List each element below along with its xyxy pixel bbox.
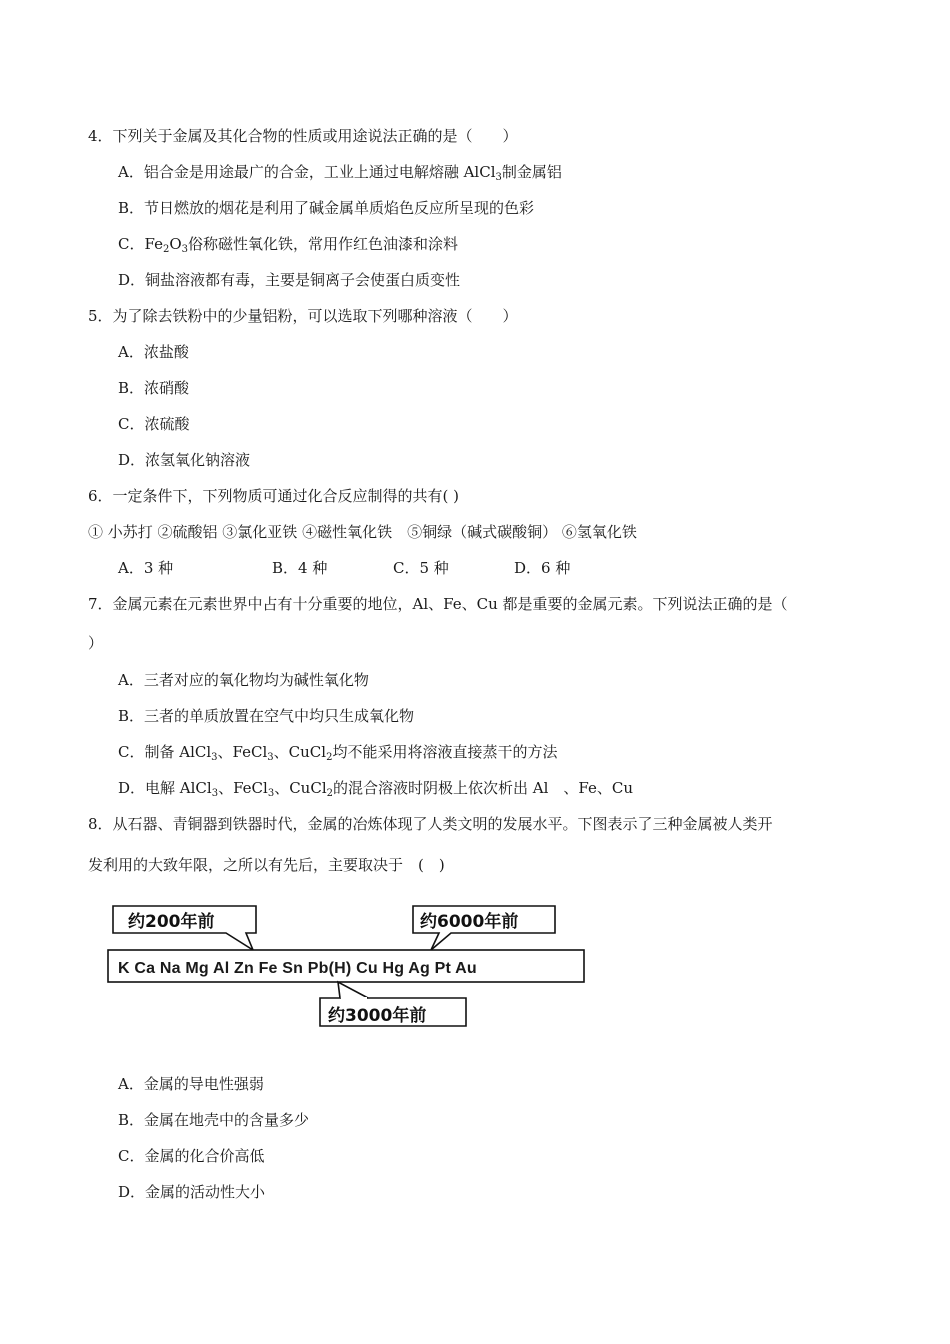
question-5-option-d[interactable]: D．浓氢氧化钠溶液 (118, 451, 251, 469)
question-7-stem-line1: 7．金属元素在元素世界中占有十分重要的地位，Al、Fe、Cu 都是重要的金属元素。下列说法正确的是（ (88, 595, 788, 613)
subscript: 3 (267, 788, 275, 799)
subscript: 3 (267, 752, 274, 763)
question-8-option-c[interactable]: C．金属的化合价高低 (118, 1147, 265, 1165)
subscript: 3 (211, 788, 219, 799)
option-text: 的混合溶液时阴极上依次析出 Al 、Fe、Cu (333, 779, 634, 797)
question-4-option-a[interactable] (118, 162, 562, 182)
callout-fe-pointer (338, 982, 368, 998)
option-text: 、FeCl (217, 743, 268, 761)
question-8-option-d[interactable]: D．金属的活动性大小 (118, 1183, 266, 1201)
option-text: C．制备 AlCl (118, 743, 212, 761)
option-text: D．电解 AlCl (118, 779, 212, 797)
question-8-stem-line1: 8．从石器、青铜器到铁器时代，金属的冶炼体现了人类文明的发展水平。下图表示了三种金属被人类开 (88, 815, 773, 833)
question-7-option-d[interactable] (118, 778, 633, 798)
question-8-option-a[interactable]: A．金属的导电性强弱 (118, 1075, 264, 1093)
label-200-years: 约200年前 (128, 912, 215, 932)
question-5-option-b[interactable]: B．浓硝酸 (118, 379, 190, 397)
option-text: 均不能采用将溶液直接蒸干的方法 (332, 743, 558, 761)
question-6-option-b[interactable]: B．4 种 (272, 559, 328, 577)
subscript: 3 (181, 244, 189, 255)
question-4-option-b[interactable]: B．节日燃放的烟花是利用了碱金属单质焰色反应所呈现的色彩 (118, 199, 535, 217)
question-6-stem: 6．一定条件下，下列物质可通过化合反应制得的共有( ) (88, 487, 460, 505)
question-4-stem: 4．下列关于金属及其化合物的性质或用途说法正确的是（ ） (88, 127, 518, 145)
option-text: 、CuCl (274, 779, 327, 797)
question-6-option-c[interactable]: C．5 种 (393, 559, 449, 577)
option-text: A．铝合金是用途最广的合金，工业上通过电解熔融 AlCl (118, 163, 496, 181)
option-text: 、CuCl (273, 743, 327, 761)
question-7-option-b[interactable]: B．三者的单质放置在空气中均只生成氧化物 (118, 707, 415, 725)
question-5-option-a[interactable]: A．浓盐酸 (118, 343, 189, 361)
label-3000-years: 约3000年前 (328, 1006, 427, 1026)
question-5-option-c[interactable]: C．浓硫酸 (118, 415, 190, 433)
question-7-stem-line2: ） (88, 634, 104, 652)
question-5-stem: 5．为了除去铁粉中的少量铝粉，可以选取下列哪种溶液（ ） (88, 307, 518, 325)
question-8-option-b[interactable]: B．金属在地壳中的含量多少 (118, 1111, 310, 1129)
question-6-option-a[interactable]: A．3 种 (118, 559, 174, 577)
subscript: 2 (326, 788, 333, 799)
label-6000-years: 约6000年前 (420, 912, 519, 932)
question-7-option-a[interactable]: A．三者对应的氧化物均为碱性氧化物 (118, 671, 369, 689)
option-text: C．Fe (118, 235, 163, 253)
option-text: 俗称磁性氧化铁，常用作红色油漆和涂料 (188, 235, 459, 253)
metal-activity-diagram (106, 900, 586, 1032)
subscript: 3 (211, 752, 218, 763)
question-6-items: ① 小苏打 ②硫酸铝 ③氯化亚铁 ④磁性氧化铁 ⑤铜绿（碱式碳酸铜） ⑥氢氧化铁 (88, 523, 637, 541)
question-4-option-d[interactable]: D．铜盐溶液都有毒，主要是铜离子会使蛋白质变性 (118, 271, 461, 289)
option-text: O (169, 235, 182, 253)
subscript: 2 (326, 752, 333, 763)
question-8-stem-line2: 发利用的大致年限，之所以有先后，主要取决于 ( ) (88, 856, 445, 874)
metal-activity-series: K Ca Na Mg Al Zn Fe Sn Pb(H) Cu Hg Ag Pt Au (118, 960, 477, 977)
question-7-option-c[interactable] (118, 742, 557, 762)
subscript: 2 (162, 244, 170, 255)
subscript: 3 (495, 172, 502, 183)
option-text: 、FeCl (218, 779, 268, 797)
option-text: 制金属铝 (501, 163, 562, 181)
question-4-option-c[interactable] (118, 234, 458, 254)
question-6-option-d[interactable]: D．6 种 (514, 559, 571, 577)
